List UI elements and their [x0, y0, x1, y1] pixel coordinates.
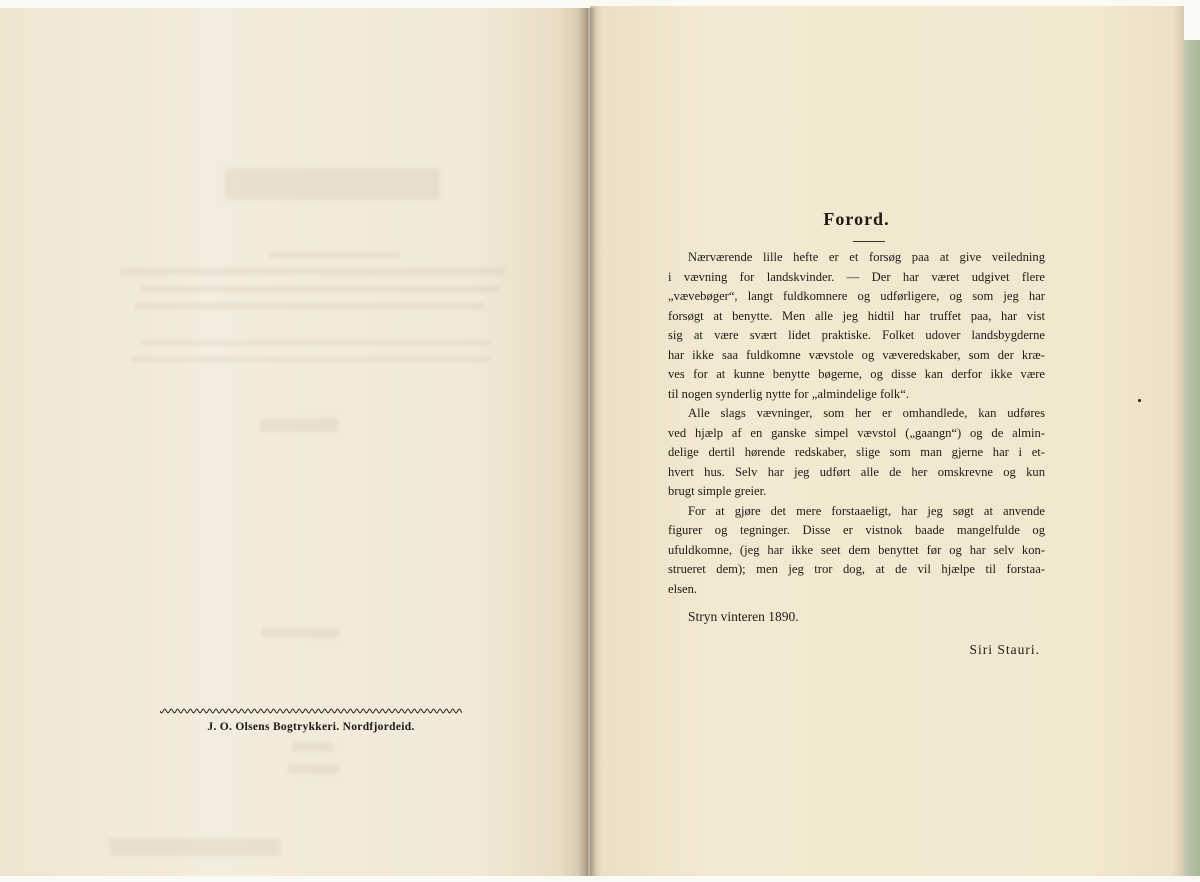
text-line: delige dertil hørende redskaber, slige som man gjerne har i et-: [668, 445, 1045, 459]
text-line: figurer og tegninger. Disse er vistnok baade mangelfulde og: [668, 523, 1045, 537]
show-through-mark: [135, 303, 485, 309]
author-signature: Siri Stauri.: [969, 642, 1040, 657]
show-through-mark: [140, 340, 490, 345]
show-through-mark: [225, 168, 440, 200]
preface-text: [668, 248, 1045, 599]
text-line: ves for at kunne benytte bøgerne, og disse kan derfor ikke være: [668, 367, 1045, 381]
text-line: „vævebøger“, langt fuldkomnere og udførligere, og som jeg har: [668, 289, 1045, 303]
text-line: forsøgt at benytte. Men alle jeg hidtil har truffet paa, har vist: [668, 308, 1045, 323]
cover-edge: [1183, 40, 1200, 876]
place-date: Stryn vinteren 1890.: [688, 609, 799, 624]
show-through-mark: [140, 286, 500, 292]
show-through-mark: [260, 418, 338, 432]
page-title: Forord.: [823, 209, 890, 229]
show-through-mark: [120, 268, 505, 275]
show-through-mark: [292, 742, 334, 752]
title-rule: [853, 241, 885, 242]
text-line: i vævning for landskvinder. — Der har været udgivet flere: [668, 269, 1045, 284]
book-gutter: [578, 8, 596, 876]
text-line: For at gjøre det mere forstaaeligt, har jeg søgt at anvende: [688, 503, 1045, 518]
text-line: hvert hus. Selv har jeg udført alle de her omskrevne og kun: [668, 464, 1045, 479]
show-through-mark: [262, 628, 340, 638]
show-through-mark: [110, 838, 280, 856]
text-line: brugt simple greier.: [668, 484, 767, 498]
text-line: til nogen synderlig nytte for „almindelige folk“.: [668, 386, 909, 401]
printer-imprint: J. O. Olsens Bogtrykkeri. Nordfjordeid.: [207, 721, 415, 733]
imprint-wavy-rule: [160, 706, 462, 716]
text-line: Nærværende lille hefte er et forsøg paa at give veiledning: [688, 250, 1045, 264]
text-line: sig at være svært lidet praktiske. Folket udover landsbygderne: [668, 328, 1045, 342]
text-line: ved hjælp af en ganske simpel vævstol („gaangn“) og de almin-: [668, 425, 1045, 440]
text-line: Alle slags vævninger, som her er omhandlede, kan udføres: [688, 406, 1045, 420]
text-line: ufuldkomne, (jeg har ikke seet dem benyttet før og har selv kon-: [668, 542, 1045, 557]
show-through-mark: [288, 764, 340, 774]
text-line: strueret dem); men jeg tror dog, at de vil hjælpe til forstaa-: [668, 562, 1045, 576]
text-line: elsen.: [668, 581, 698, 596]
show-through-mark: [130, 357, 490, 362]
show-through-mark: [270, 252, 400, 258]
text-line: har ikke saa fuldkomne vævstole og væveredskaber, som der kræ-: [668, 347, 1045, 362]
paper-speck: [1138, 399, 1141, 402]
